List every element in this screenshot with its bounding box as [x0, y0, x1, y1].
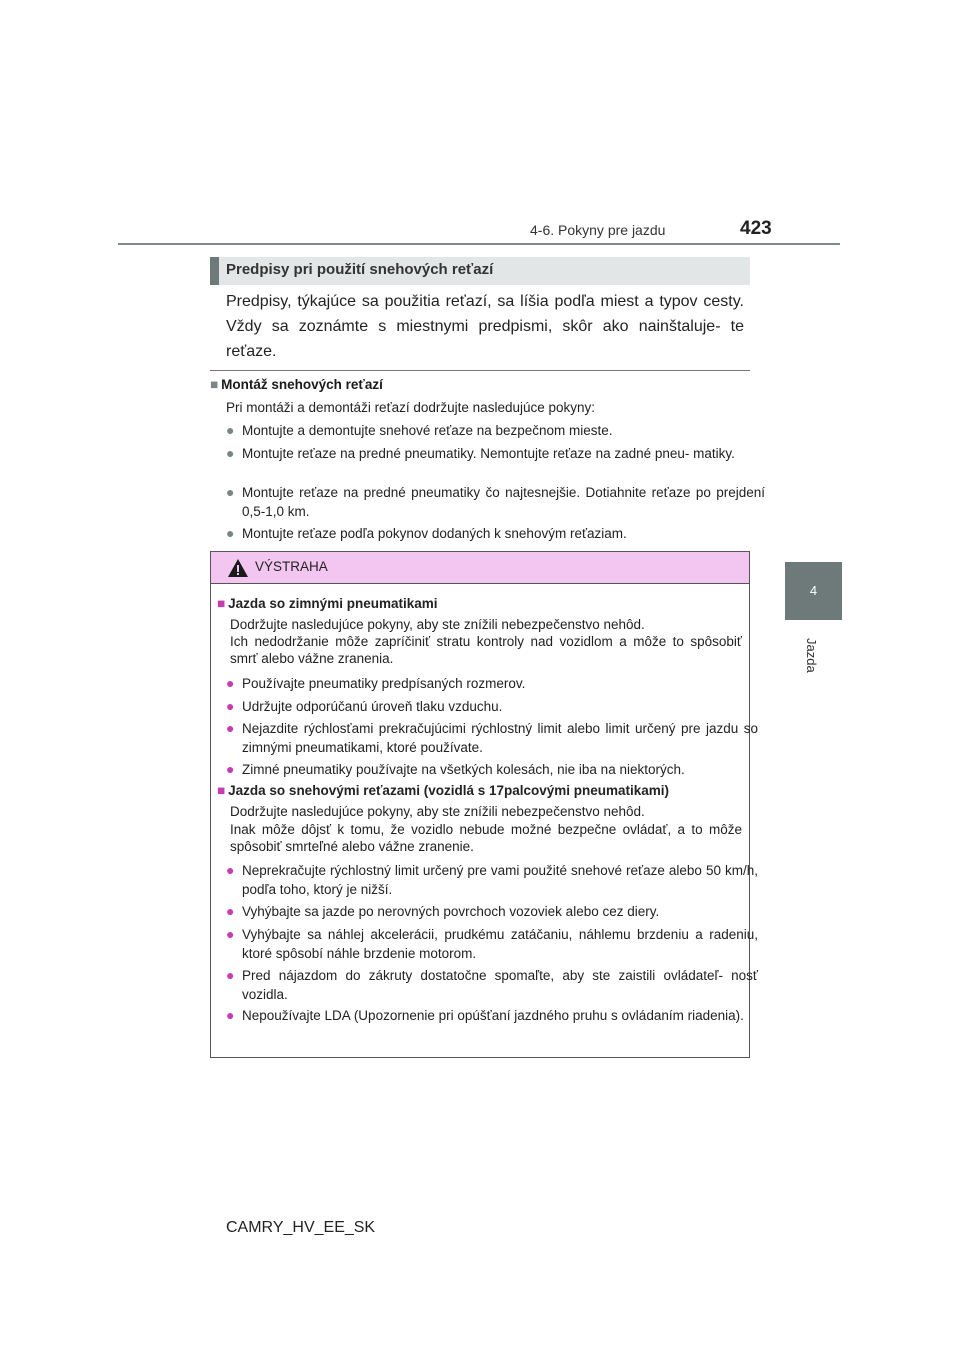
winter-bullet: ● Zimné pneumatiky používajte na všetkých kolesách, nie iba na niektorých. [226, 761, 685, 777]
round-bullet-icon: ● [226, 903, 235, 919]
round-bullet-icon: ● [226, 862, 235, 878]
header-section-title: 4-6. Pokyny pre jazdu [530, 222, 666, 238]
square-bullet-icon: ■ [217, 596, 226, 611]
chains-heading [217, 783, 669, 798]
mounting-bullet: ● Montujte a demontujte snehové reťaze na bezpečnom mieste. [226, 422, 613, 438]
chains-bullet: ● Pred nájazdom do zákruty dostatočne spomaľte, aby ste zaistili ovládateľ- nosť vozidla. [226, 967, 758, 1002]
winter-title: Jazda so zimnými pneumatikami [228, 596, 438, 611]
round-bullet-icon: ● [226, 1007, 235, 1023]
header-rule [118, 243, 840, 245]
winter-bullet: ● Nejazdite rýchlosťami prekračujúcimi rýchlostný limit alebo limit určený pre jazdu so zimnými pneumatikami, ktoré používate. [226, 720, 758, 755]
page-number: 423 [740, 218, 772, 239]
round-bullet-icon: ● [226, 422, 235, 438]
round-bullet-icon: ● [226, 445, 235, 461]
document-code: CAMRY_HV_EE_SK [226, 1219, 376, 1236]
warning-triangle-icon [227, 558, 249, 578]
chapter-label: Jazda [804, 638, 819, 673]
winter-heading [217, 596, 437, 611]
mounting-heading [210, 377, 750, 392]
round-bullet-icon: ● [226, 967, 235, 983]
winter-bullet: ● Udržujte odporúčanú úroveň tlaku vzduchu. [226, 698, 503, 714]
section-divider [210, 370, 750, 371]
section-intro: Predpisy, týkajúce sa použitia reťazí, sa líšia podľa miest a typov cesty. Vždy sa zoznámte s miestnymi predpismi, skôr ako nainštaluje- te reťaze. [226, 293, 744, 360]
round-bullet-icon: ● [226, 484, 235, 500]
square-bullet-icon: ■ [217, 783, 226, 798]
round-bullet-icon: ● [226, 720, 235, 736]
winter-intro-1: Dodržujte nasledujúce pokyny, aby ste znížili nebezpečenstvo nehôd. [230, 617, 645, 632]
round-bullet-icon: ● [226, 761, 235, 777]
square-bullet-icon: ■ [210, 377, 219, 392]
mounting-bullet: ● Montujte reťaze na predné pneumatiky. Nemontujte reťaze na zadné pneu- matiky. [226, 445, 735, 461]
chains-bullet: ● Vyhýbajte sa jazde po nerovných povrchoch vozoviek alebo cez diery. [226, 903, 660, 919]
warning-box [210, 551, 758, 1058]
chapter-tab: 4 [785, 562, 842, 620]
winter-intro-2: Ich nedodržanie môže zapríčiniť stratu kontroly nad vozidlom a môže to spôsobiť smrť alebo vážne zranenia. [230, 634, 742, 666]
round-bullet-icon: ● [226, 698, 235, 714]
winter-bullet: ● Používajte pneumatiky predpísaných rozmerov. [226, 675, 526, 691]
warning-header [211, 552, 749, 584]
warning-label: VÝSTRAHA [255, 559, 328, 574]
round-bullet-icon: ● [226, 525, 235, 541]
mounting-intro: Pri montáži a demontáži reťazí dodržujte nasledujúce pokyny: [226, 400, 596, 415]
section-heading-bar [210, 257, 219, 285]
chains-title: Jazda so snehovými reťazami (vozidlá s 17palcovými pneumatikami) [228, 783, 670, 798]
chains-intro-2: Inak môže dôjsť k tomu, že vozidlo nebude možné bezpečne ovládať, a to môže spôsobiť smrteľné alebo vážne zranenie. [230, 822, 742, 854]
mounting-bullet: ● Montujte reťaze podľa pokynov dodaných k snehovým reťaziam. [226, 525, 627, 541]
chains-bullet: ● Nepoužívajte LDA (Upozornenie pri opúšťaní jazdného pruhu s ovládaním riadenia). [226, 1007, 744, 1023]
chains-bullet: ● Vyhýbajte sa náhlej akcelerácii, prudkému zatáčaniu, náhlemu brzdeniu a radeniu, ktoré spôsobí náhle brzdenie motorom. [226, 926, 758, 961]
mounting-bullet: ● Montujte reťaze na predné pneumatiky čo najtesnejšie. Dotiahnite reťaze po prejdení 0,5-1,0 km. [226, 484, 765, 519]
round-bullet-icon: ● [226, 926, 235, 942]
round-bullet-icon: ● [226, 675, 235, 691]
chains-bullet: ● Neprekračujte rýchlostný limit určený pre vami použité snehové reťaze alebo 50 km/h, podľa toho, ktorý je nižší. [226, 862, 758, 897]
mounting-title: Montáž snehových reťazí [221, 377, 383, 392]
chains-intro-1: Dodržujte nasledujúce pokyny, aby ste znížili nebezpečenstvo nehôd. [230, 804, 645, 819]
section-heading [210, 257, 750, 285]
section-heading-title: Predpisy pri použití snehových reťazí [226, 261, 494, 278]
